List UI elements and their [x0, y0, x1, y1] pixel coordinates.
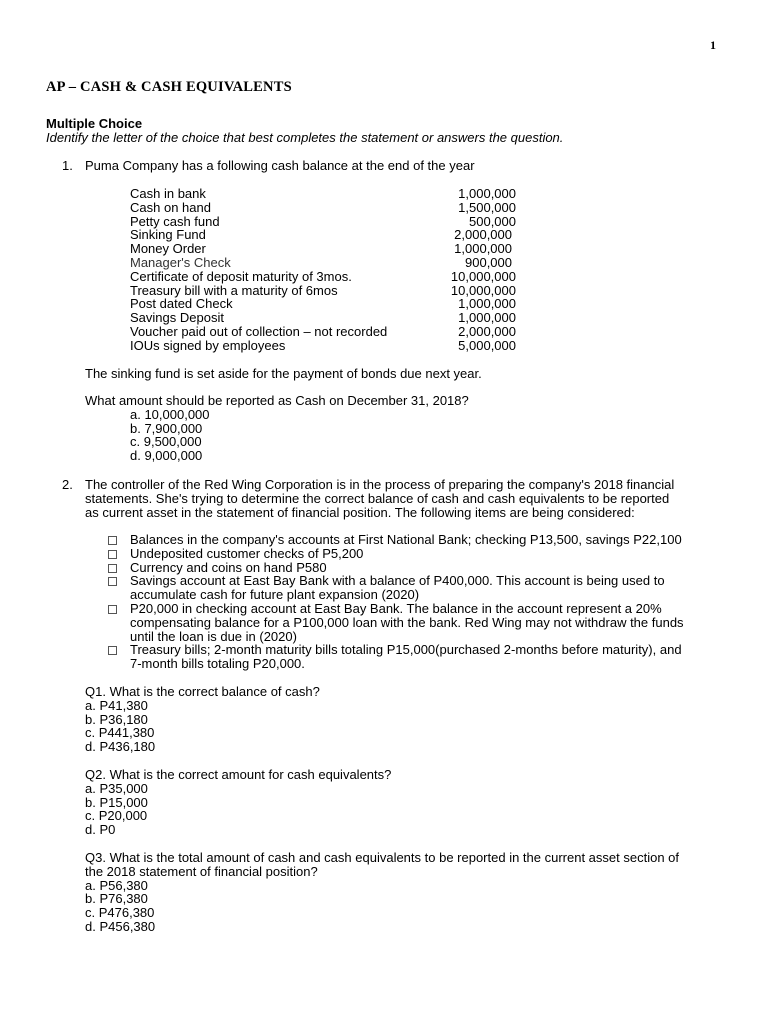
subquestion-3-cont: the 2018 statement of financial position? — [85, 863, 318, 879]
section-heading: Multiple Choice — [46, 116, 143, 131]
list-item-text: Currency and coins on hand P580 — [130, 559, 327, 575]
table-row — [130, 256, 520, 270]
choice-a: a. P56,380 — [85, 877, 148, 893]
checkbox-bullet-icon — [108, 577, 117, 586]
question-stem-line: The controller of the Red Wing Corporation is in the process of preparing the company's 2018 financial — [85, 477, 675, 492]
list-item-text: 7-month bills totaling P20,000. — [130, 656, 305, 672]
list-item-text: Treasury bills; 2-month maturity bills totaling P15,000(purchased 2-months before maturity), and — [130, 642, 682, 658]
checkbox-bullet-icon — [108, 646, 117, 655]
choice-b: b. 7,900,000 — [130, 420, 203, 436]
item-label: Money Order — [130, 241, 206, 257]
item-label: Treasury bill with a maturity of 6mos — [130, 282, 338, 298]
choice-c: c. P20,000 — [85, 808, 148, 824]
choice-c: c. P441,380 — [85, 725, 155, 741]
table-row — [130, 215, 520, 229]
subquestion-3: Q3. What is the total amount of cash and cash equivalents to be reported in the current asset section of — [85, 850, 680, 865]
table-row — [130, 270, 520, 284]
list-item-text: Balances in the company's accounts at First National Bank; checking P13,500, savings P22,100 — [130, 532, 682, 547]
item-label: Manager's Check — [130, 255, 231, 270]
item-label: Cash in bank — [130, 186, 206, 201]
document-title: AP – CASH & CASH EQUIVALENTS — [46, 79, 292, 95]
item-amount: 1,000,000 — [454, 241, 512, 257]
item-label: Voucher paid out of collection – not recorded — [130, 324, 388, 339]
question-number: 1. — [62, 158, 73, 173]
table-row — [130, 297, 520, 311]
choice-d: d. P456,380 — [85, 919, 156, 934]
item-label: Post dated Check — [130, 296, 233, 312]
table-row — [130, 311, 520, 325]
item-amount: 2,000,000 — [458, 324, 516, 339]
item-label: Petty cash fund — [130, 213, 220, 229]
checkbox-bullet-icon — [108, 564, 117, 573]
item-amount: 900,000 — [465, 255, 512, 270]
item-amount: 5,000,000 — [458, 337, 516, 353]
choice-b: b. P36,180 — [85, 711, 148, 727]
checkbox-bullet-icon — [108, 605, 117, 614]
page-number: 1 — [710, 38, 716, 52]
choice-a: a. 10,000,000 — [130, 406, 210, 422]
table-row — [130, 201, 520, 215]
item-amount: 2,000,000 — [454, 227, 512, 243]
table-row — [130, 339, 520, 353]
item-amount: 1,000,000 — [458, 186, 516, 201]
item-amount: 1,000,000 — [458, 310, 516, 326]
question-stem-line: as current asset in the statement of financial position. The following items are being considered: — [85, 504, 635, 520]
list-item-text: Undeposited customer checks of P5,200 — [130, 545, 364, 561]
item-label: Certificate of deposit maturity of 3mos. — [130, 268, 352, 284]
question-stem-line: statements. She's trying to determine the correct balance of cash and cash equivalents to be reported — [85, 490, 670, 506]
choice-c: c. 9,500,000 — [130, 434, 202, 450]
section-instructions: Identify the letter of the choice that best completes the statement or answers the question. — [46, 130, 564, 145]
list-item-text: Savings account at East Bay Bank with a balance of P400,000. This account is being used to — [130, 573, 665, 589]
table-row — [130, 284, 520, 298]
choice-a: a. P35,000 — [85, 780, 148, 796]
choice-d: d. 9,000,000 — [130, 448, 203, 464]
subquestion-1: Q1. What is the correct balance of cash? — [85, 684, 320, 699]
item-amount: 500,000 — [469, 213, 516, 229]
question-stem: Puma Company has a following cash balance at the end of the year — [85, 158, 475, 173]
list-item-text: compensating balance for a P100,000 loan with the bank. Red Wing may not withdraw the funds — [130, 614, 684, 630]
table-row — [130, 187, 520, 201]
item-amount: 1,000,000 — [458, 296, 516, 312]
item-label: Savings Deposit — [130, 310, 224, 326]
choice-d: d. P436,180 — [85, 739, 156, 755]
item-amount: 1,500,000 — [458, 199, 516, 215]
checkbox-bullet-icon — [108, 550, 117, 559]
item-amount: 10,000,000 — [450, 282, 516, 298]
choice-a: a. P41,380 — [85, 697, 148, 713]
subquestion-2: Q2. What is the correct amount for cash equivalents? — [85, 767, 392, 782]
choice-b: b. P15,000 — [85, 794, 148, 810]
checkbox-bullet-icon — [108, 536, 117, 545]
table-row — [130, 228, 520, 242]
item-label: IOUs signed by employees — [130, 337, 286, 353]
question-prompt: What amount should be reported as Cash on December 31, 2018? — [85, 393, 469, 408]
table-row — [130, 242, 520, 256]
list-item-text: until the loan is due in (2020) — [130, 628, 297, 644]
choice-c: c. P476,380 — [85, 905, 155, 921]
question-note: The sinking fund is set aside for the payment of bonds due next year. — [85, 366, 482, 381]
list-item-text: accumulate cash for future plant expansion (2020) — [130, 587, 420, 603]
item-label: Sinking Fund — [130, 227, 206, 243]
item-amount: 10,000,000 — [450, 268, 516, 284]
list-item-text: P20,000 in checking account at East Bay Bank. The balance in the account represent a 20% — [130, 601, 662, 616]
item-label: Cash on hand — [130, 199, 211, 215]
choice-d: d. P0 — [85, 822, 116, 838]
table-row — [130, 325, 520, 339]
choice-b: b. P76,380 — [85, 891, 148, 907]
question-number: 2. — [62, 477, 73, 492]
